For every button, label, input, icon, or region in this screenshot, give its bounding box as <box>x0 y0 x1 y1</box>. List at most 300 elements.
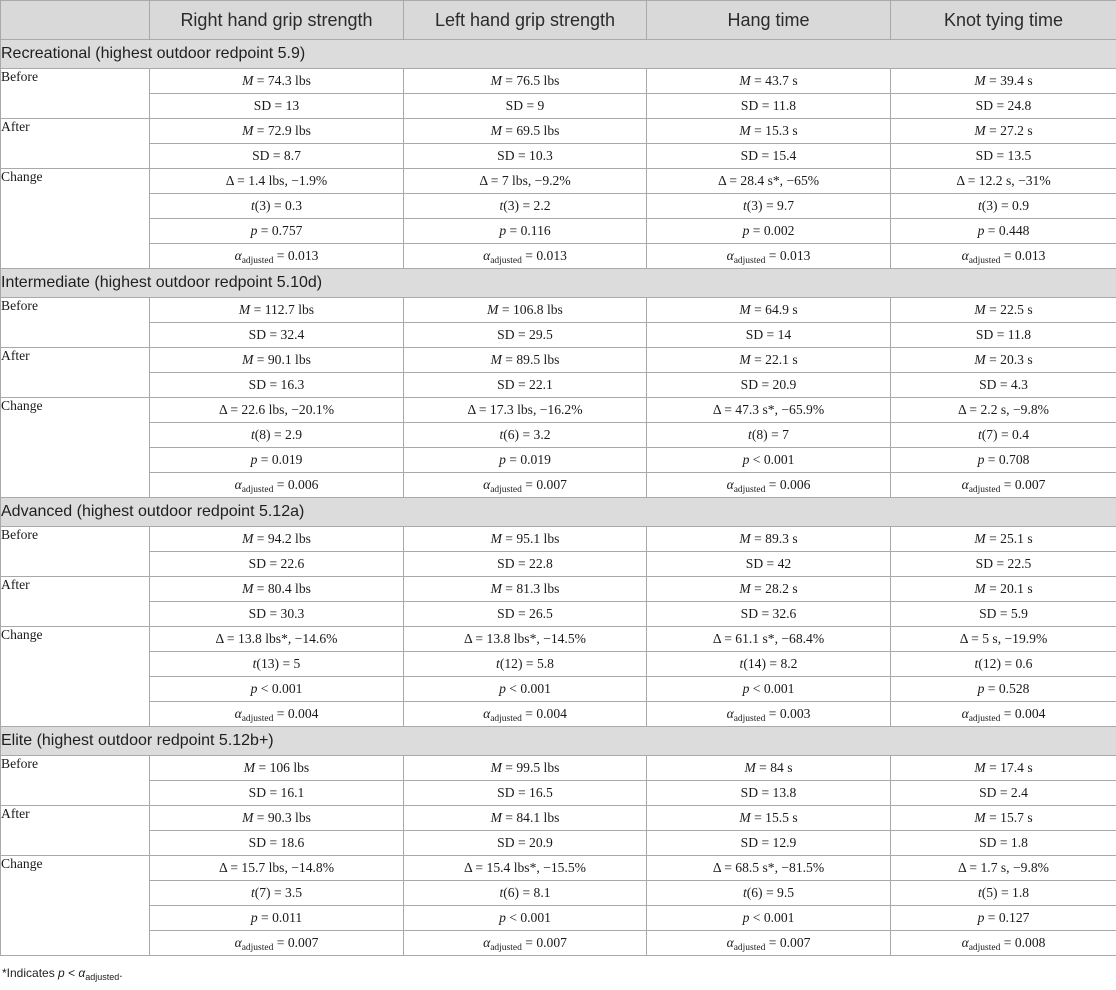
mean-symbol: M <box>242 531 254 546</box>
sd-symbol: SD = <box>740 98 773 113</box>
value-cell: t(6) = 9.5 <box>647 881 891 906</box>
mean-value: 76.5 lbs <box>516 73 560 88</box>
delta-symbol: Δ = <box>218 402 242 417</box>
group-row <box>1 498 1116 527</box>
df-value: 6 <box>507 427 515 442</box>
value-cell: t(3) = 9.7 <box>647 194 891 219</box>
t-value: 8.1 <box>533 885 551 900</box>
header-row <box>1 1 1116 40</box>
value-cell <box>404 552 647 577</box>
value-cell: M = 27.2 s <box>891 119 1116 144</box>
value-cell <box>404 398 647 423</box>
group-title: Intermediate (highest outdoor redpoint 5.10d) <box>1 269 1116 298</box>
p-value: = 0.019 <box>509 452 551 467</box>
t-value: 0.9 <box>1012 198 1030 213</box>
value-cell <box>647 831 891 856</box>
p-symbol: p <box>499 681 506 696</box>
p-value: < 0.001 <box>752 452 795 467</box>
value-cell: M = 84.1 lbs <box>404 806 647 831</box>
table-row <box>1 194 1116 219</box>
mean-value: 39.4 s <box>1000 73 1033 88</box>
table-body <box>1 40 1116 956</box>
p-symbol: p <box>250 681 258 696</box>
delta-symbol: Δ = <box>467 402 490 417</box>
p-value: = 0.757 <box>260 223 303 238</box>
p-value: = 0.127 <box>987 910 1030 925</box>
sd-symbol: SD = <box>979 835 1011 850</box>
delta-symbol: Δ = <box>225 173 249 188</box>
alpha-value: 0.013 <box>1014 248 1046 263</box>
sd-symbol: SD = <box>975 327 1008 342</box>
value-cell <box>647 552 891 577</box>
row-label-after: After <box>1 348 150 398</box>
delta-symbol: Δ = <box>712 860 736 875</box>
value-cell <box>404 602 647 627</box>
delta-symbol: Δ = <box>959 631 983 646</box>
mean-symbol: M <box>739 352 751 367</box>
footnote-p: p <box>58 966 65 980</box>
mean-value: 90.1 lbs <box>267 352 311 367</box>
value-cell <box>150 448 404 473</box>
sd-symbol: SD = <box>740 606 773 621</box>
value-cell: M = 112.7 lbs <box>150 298 404 323</box>
table-row <box>1 94 1116 119</box>
alpha-symbol: α <box>234 477 242 492</box>
sd-symbol: SD = <box>248 835 281 850</box>
df-value: 8 <box>756 427 764 442</box>
alpha-symbol: α <box>483 248 491 263</box>
table-row <box>1 169 1116 194</box>
footnote-relation: < <box>64 966 79 980</box>
p-symbol: p <box>742 910 750 925</box>
p-symbol: p <box>499 223 507 238</box>
value-cell: M = 74.3 lbs <box>150 69 404 94</box>
value-cell <box>647 219 891 244</box>
value-cell <box>647 627 891 652</box>
p-value: = 0.708 <box>987 452 1030 467</box>
value-cell <box>404 373 647 398</box>
value-cell: $\alpha_{adjusted} = 0.004$ <box>891 702 1116 727</box>
value-cell: t(14) = 8.2 <box>647 652 891 677</box>
mean-value: 89.5 lbs <box>516 352 560 367</box>
value-cell: M = 76.5 lbs <box>404 69 647 94</box>
mean-value: 17.4 s <box>1000 760 1033 775</box>
mean-symbol: M <box>490 73 502 88</box>
alpha-subscript: adjusted <box>490 943 522 953</box>
value-cell: $\alpha_{adjusted} = 0.004$ <box>150 702 404 727</box>
value-cell: t(7) = 0.4 <box>891 423 1116 448</box>
value-cell: t(12) = 5.8 <box>404 652 647 677</box>
value-cell <box>891 219 1116 244</box>
value-cell: t(13) = 5 <box>150 652 404 677</box>
alpha-symbol: α <box>483 935 491 950</box>
alpha-subscript: adjusted <box>241 485 274 495</box>
table-row <box>1 219 1116 244</box>
sd-value: 2.4 <box>1010 785 1028 800</box>
sd-symbol: SD = <box>253 98 286 113</box>
value-cell <box>647 169 891 194</box>
value-cell <box>647 144 891 169</box>
alpha-subscript: adjusted <box>733 485 766 495</box>
alpha-symbol: α <box>234 248 242 263</box>
value-cell <box>404 448 647 473</box>
value-cell: $\alpha_{adjusted} = 0.007$ <box>404 473 647 498</box>
sd-symbol: SD = <box>497 556 530 571</box>
p-symbol: p <box>499 452 506 467</box>
mean-value: 106 lbs <box>269 760 310 775</box>
delta-symbol: Δ = <box>464 631 487 646</box>
t-symbol: t <box>499 427 504 442</box>
value-cell: t(3) = 0.3 <box>150 194 404 219</box>
value-cell <box>891 373 1116 398</box>
row-label-after: After <box>1 577 150 627</box>
row-label-after: After <box>1 119 150 169</box>
value-cell: M = 95.1 lbs <box>404 527 647 552</box>
value-cell: t(7) = 3.5 <box>150 881 404 906</box>
sd-value: 16.1 <box>280 785 305 800</box>
group-title: Elite (highest outdoor redpoint 5.12b+) <box>1 727 1116 756</box>
sd-symbol: SD = <box>745 327 778 342</box>
mean-value: 22.5 s <box>1000 302 1033 317</box>
sd-symbol: SD = <box>248 377 281 392</box>
value-cell <box>647 602 891 627</box>
value-cell <box>150 627 404 652</box>
p-symbol: p <box>742 452 750 467</box>
group-row <box>1 269 1116 298</box>
value-cell: $\alpha_{adjusted} = 0.003$ <box>647 702 891 727</box>
table-row <box>1 856 1116 881</box>
value-cell <box>891 602 1116 627</box>
delta-symbol: Δ = <box>958 860 981 875</box>
t-symbol: t <box>742 198 747 213</box>
alpha-value: 0.007 <box>536 935 567 950</box>
t-symbol: t <box>499 885 504 900</box>
t-value: 2.9 <box>285 427 303 442</box>
header-right-grip: Right hand grip strength <box>150 1 404 40</box>
sd-value: 8.7 <box>283 148 301 163</box>
value-cell: t(3) = 0.9 <box>891 194 1116 219</box>
alpha-symbol: α <box>726 477 734 492</box>
mean-value: 89.3 s <box>765 531 798 546</box>
alpha-subscript: adjusted <box>733 714 766 724</box>
sd-value: 18.6 <box>280 835 305 850</box>
sd-value: 30.3 <box>280 606 305 621</box>
mean-symbol: M <box>242 352 254 367</box>
value-cell: t(12) = 0.6 <box>891 652 1116 677</box>
mean-symbol: M <box>242 581 254 596</box>
sd-symbol: SD = <box>979 606 1011 621</box>
sd-symbol: SD = <box>248 785 281 800</box>
row-label-change: Change <box>1 627 150 727</box>
value-cell: M = 90.1 lbs <box>150 348 404 373</box>
sd-symbol: SD = <box>497 327 530 342</box>
sd-value: 22.6 <box>280 556 305 571</box>
p-symbol: p <box>977 681 985 696</box>
p-symbol: p <box>977 223 985 238</box>
p-value: = 0.019 <box>260 452 303 467</box>
delta-value: 13.8 lbs*, −14.5% <box>486 631 586 646</box>
value-cell <box>404 94 647 119</box>
alpha-subscript: adjusted <box>241 943 274 953</box>
sd-symbol: SD = <box>497 835 530 850</box>
mean-value: 94.2 lbs <box>267 531 311 546</box>
mean-value: 43.7 s <box>765 73 798 88</box>
mean-value: 81.3 lbs <box>516 581 560 596</box>
alpha-value: 0.006 <box>779 477 811 492</box>
row-label-change: Change <box>1 856 150 956</box>
alpha-subscript: adjusted <box>241 256 274 266</box>
delta-symbol: Δ = <box>956 173 979 188</box>
alpha-value: 0.013 <box>779 248 811 263</box>
value-cell: M = 20.1 s <box>891 577 1116 602</box>
value-cell: M = 25.1 s <box>891 527 1116 552</box>
group-title: Advanced (highest outdoor redpoint 5.12a) <box>1 498 1116 527</box>
alpha-subscript: adjusted <box>968 485 1001 495</box>
value-cell <box>891 552 1116 577</box>
alpha-subscript: adjusted <box>490 714 522 724</box>
delta-value: 12.2 s, −31% <box>978 173 1051 188</box>
alpha-subscript: adjusted <box>968 256 1001 266</box>
value-cell <box>647 398 891 423</box>
alpha-symbol: α <box>483 477 491 492</box>
delta-symbol: Δ = <box>717 173 741 188</box>
mean-value: 25.1 s <box>1000 531 1033 546</box>
mean-symbol: M <box>242 73 254 88</box>
value-cell: t(8) = 2.9 <box>150 423 404 448</box>
mean-value: 28.2 s <box>765 581 798 596</box>
value-cell <box>404 781 647 806</box>
value-cell <box>404 831 647 856</box>
df-value: 3 <box>507 198 515 213</box>
table-row <box>1 577 1116 602</box>
value-cell: M = 72.9 lbs <box>150 119 404 144</box>
value-cell <box>891 94 1116 119</box>
value-cell <box>150 781 404 806</box>
delta-value: 5 s, −19.9% <box>982 631 1048 646</box>
t-symbol: t <box>496 656 500 671</box>
mean-symbol: M <box>490 352 502 367</box>
mean-value: 20.1 s <box>1000 581 1033 596</box>
sd-symbol: SD = <box>497 785 530 800</box>
mean-symbol: M <box>739 531 751 546</box>
table-row <box>1 677 1116 702</box>
value-cell: M = 106.8 lbs <box>404 298 647 323</box>
alpha-symbol: α <box>726 248 734 263</box>
p-value: = 0.011 <box>261 910 303 925</box>
alpha-subscript: adjusted <box>733 256 766 266</box>
p-value: < 0.001 <box>752 910 795 925</box>
alpha-value: 0.013 <box>287 248 319 263</box>
t-symbol: t <box>977 885 982 900</box>
alpha-symbol: α <box>961 706 969 721</box>
value-cell: M = 20.3 s <box>891 348 1116 373</box>
p-value: = 0.002 <box>752 223 795 238</box>
delta-value: 15.4 lbs*, −15.5% <box>486 860 586 875</box>
group-row <box>1 40 1116 69</box>
value-cell: M = 106 lbs <box>150 756 404 781</box>
p-symbol: p <box>250 223 258 238</box>
sd-value: 1.8 <box>1010 835 1028 850</box>
alpha-value: 0.008 <box>1014 935 1046 950</box>
t-value: 9.5 <box>777 885 795 900</box>
mean-symbol: M <box>490 123 502 138</box>
value-cell <box>647 94 891 119</box>
alpha-subscript: adjusted <box>241 714 274 724</box>
df-value: 7 <box>259 885 267 900</box>
alpha-symbol: α <box>234 706 242 721</box>
value-cell: $\alpha_{adjusted} = 0.007$ <box>647 931 891 956</box>
sd-value: 32.4 <box>280 327 305 342</box>
sd-symbol: SD = <box>740 785 773 800</box>
delta-value: 1.7 s, −9.8% <box>980 860 1049 875</box>
value-cell <box>404 169 647 194</box>
value-cell <box>404 677 647 702</box>
value-cell <box>150 323 404 348</box>
table-row <box>1 373 1116 398</box>
delta-value: 1.4 lbs, −1.9% <box>248 173 328 188</box>
table-row <box>1 627 1116 652</box>
mean-symbol: M <box>243 760 256 775</box>
value-cell: $\alpha_{adjusted} = 0.013$ <box>404 244 647 269</box>
sd-value: 22.1 <box>529 377 553 392</box>
value-cell <box>150 398 404 423</box>
value-cell <box>891 781 1116 806</box>
value-cell <box>404 323 647 348</box>
value-cell: M = 99.5 lbs <box>404 756 647 781</box>
alpha-value: 0.007 <box>287 935 319 950</box>
alpha-value: 0.003 <box>779 706 811 721</box>
delta-value: 22.6 lbs, −20.1% <box>241 402 335 417</box>
value-cell: t(6) = 8.1 <box>404 881 647 906</box>
mean-symbol: M <box>974 123 986 138</box>
delta-value: 7 lbs, −9.2% <box>501 173 571 188</box>
value-cell <box>647 781 891 806</box>
value-cell: $\alpha_{adjusted} = 0.007$ <box>150 931 404 956</box>
t-symbol: t <box>250 198 255 213</box>
value-cell <box>150 144 404 169</box>
df-value: 12 <box>982 656 997 671</box>
alpha-value: 0.004 <box>536 706 567 721</box>
delta-value: 2.2 s, −9.8% <box>980 402 1049 417</box>
mean-value: 84.1 lbs <box>516 810 560 825</box>
sd-value: 15.4 <box>772 148 797 163</box>
table-row <box>1 602 1116 627</box>
value-cell <box>404 144 647 169</box>
delta-value: 17.3 lbs, −16.2% <box>489 402 583 417</box>
delta-symbol: Δ = <box>712 631 736 646</box>
header-knot-time: Knot tying time <box>891 1 1116 40</box>
t-symbol: t <box>977 198 982 213</box>
t-symbol: t <box>977 427 982 442</box>
sd-symbol: SD = <box>740 835 773 850</box>
sd-value: 10.3 <box>529 148 553 163</box>
sd-symbol: SD = <box>975 98 1008 113</box>
value-cell <box>891 144 1116 169</box>
footnote-lead: *Indicates <box>2 966 59 980</box>
value-cell: M = 15.5 s <box>647 806 891 831</box>
sd-value: 9 <box>537 98 545 113</box>
delta-value: 68.5 s*, −81.5% <box>735 860 825 875</box>
sd-symbol: SD = <box>497 606 530 621</box>
alpha-value: 0.007 <box>779 935 811 950</box>
sd-value: 42 <box>777 556 792 571</box>
t-value: 3.2 <box>533 427 551 442</box>
delta-symbol: Δ = <box>712 402 736 417</box>
value-cell <box>647 373 891 398</box>
group-row <box>1 727 1116 756</box>
sd-value: 20.9 <box>772 377 797 392</box>
t-value: 7 <box>782 427 789 442</box>
footnote <box>2 966 123 980</box>
value-cell: t(5) = 1.8 <box>891 881 1116 906</box>
sd-symbol: SD = <box>248 556 281 571</box>
mean-value: 64.9 s <box>765 302 798 317</box>
table-row <box>1 652 1116 677</box>
t-value: 3.5 <box>285 885 303 900</box>
mean-value: 22.1 s <box>765 352 798 367</box>
alpha-symbol: α <box>483 706 491 721</box>
t-value: 0.6 <box>1015 656 1033 671</box>
p-symbol: p <box>742 681 750 696</box>
mean-symbol: M <box>974 302 986 317</box>
mean-symbol: M <box>974 760 986 775</box>
value-cell: M = 90.3 lbs <box>150 806 404 831</box>
p-value: < 0.001 <box>509 910 551 925</box>
sd-value: 14 <box>777 327 792 342</box>
value-cell: $\alpha_{adjusted} = 0.008$ <box>891 931 1116 956</box>
df-value: 3 <box>986 198 994 213</box>
t-symbol: t <box>250 885 255 900</box>
delta-symbol: Δ = <box>218 860 242 875</box>
mean-symbol: M <box>490 760 502 775</box>
sd-symbol: SD = <box>979 785 1011 800</box>
table-row <box>1 931 1116 956</box>
value-cell <box>150 831 404 856</box>
sd-value: 13.5 <box>1007 148 1032 163</box>
value-cell: M = 17.4 s <box>891 756 1116 781</box>
sd-value: 4.3 <box>1010 377 1028 392</box>
mean-symbol: M <box>739 302 751 317</box>
mean-value: 15.5 s <box>765 810 798 825</box>
sd-symbol: SD = <box>979 377 1011 392</box>
mean-symbol: M <box>238 302 251 317</box>
t-symbol: t <box>499 198 504 213</box>
value-cell <box>647 323 891 348</box>
sd-value: 16.5 <box>529 785 553 800</box>
table-row <box>1 906 1116 931</box>
table-row <box>1 244 1116 269</box>
value-cell: M = 28.2 s <box>647 577 891 602</box>
sd-value: 26.5 <box>529 606 553 621</box>
row-label-before: Before <box>1 69 150 119</box>
table-row <box>1 552 1116 577</box>
header-hang-time: Hang time <box>647 1 891 40</box>
t-value: 9.7 <box>777 198 795 213</box>
df-value: 6 <box>507 885 515 900</box>
p-value: < 0.001 <box>752 681 795 696</box>
sd-value: 16.3 <box>280 377 305 392</box>
df-value: 8 <box>259 427 267 442</box>
value-cell <box>647 856 891 881</box>
mean-symbol: M <box>739 810 751 825</box>
value-cell: M = 94.2 lbs <box>150 527 404 552</box>
delta-value: 47.3 s*, −65.9% <box>735 402 825 417</box>
value-cell <box>891 323 1116 348</box>
value-cell <box>891 856 1116 881</box>
p-symbol: p <box>250 452 258 467</box>
mean-value: 15.3 s <box>765 123 798 138</box>
delta-symbol: Δ = <box>958 402 981 417</box>
